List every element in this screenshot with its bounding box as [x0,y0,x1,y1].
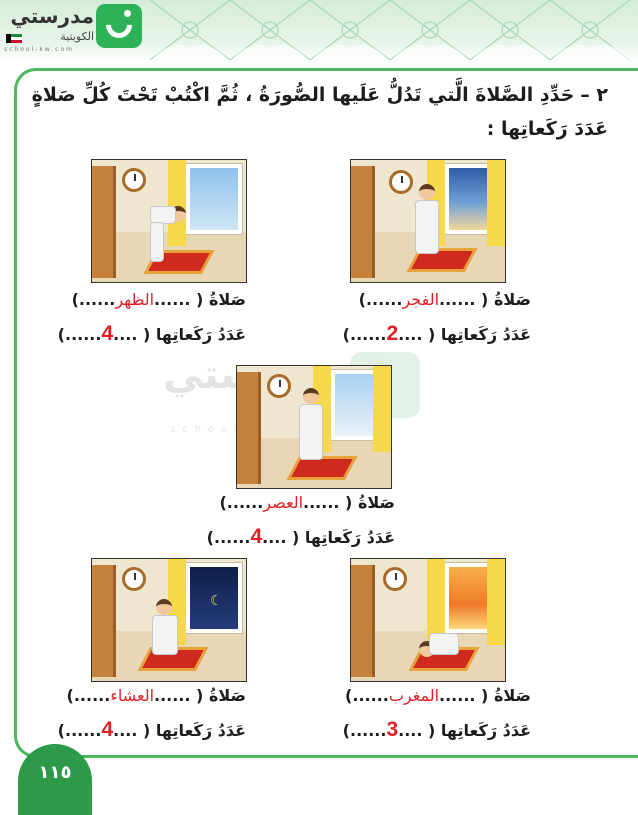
clock-icon [122,168,146,192]
answer-rakahs-isha[interactable]: 4 [101,718,114,741]
label-isha-prayer: صَلاةُ ( ......العشاء......) [66,686,246,705]
rakah-word: عَدَدُ رَكَعاتِها [440,721,531,740]
rakah-word: عَدَدُ رَكَعاتِها [440,325,531,344]
logo-url: school-kw.com [4,46,74,53]
label-maghrib-prayer: صَلاةُ ( ......المغرب......) [345,686,531,705]
logo-smile-icon [96,4,142,48]
picture-asr [236,365,392,489]
prayer-word: صَلاةُ [208,686,246,705]
label-dhuhr-rakahs: عَدَدُ رَكَعاتِها ( ....4......) [57,322,246,345]
window-night [186,563,242,633]
picture-fajr [350,159,506,283]
answer-rakahs-dhuhr[interactable]: 4 [101,322,114,345]
prayer-word: صَلاةُ [208,290,246,309]
site-logo[interactable] [4,2,144,58]
rakah-word: عَدَدُ رَكَعاتِها [304,528,395,547]
prayer-word: صَلاةُ [493,686,531,705]
label-asr-rakahs: عَدَدُ رَكَعاتِها ( ....4......) [206,525,395,548]
rakah-word: عَدَدُ رَكَعاتِها [155,325,246,344]
picture-maghrib [350,558,506,682]
prayer-word: صَلاةُ [493,290,531,309]
label-asr-prayer: صَلاةُ ( ......العصر......) [219,493,395,512]
kuwait-flag-icon [6,34,22,43]
question-line-1 [28,78,608,112]
answer-rakahs-maghrib[interactable]: 3 [386,718,399,741]
clock-icon [383,567,407,591]
answer-prayer-isha[interactable]: العشاء [110,686,155,705]
answer-prayer-dhuhr[interactable]: الظهر [115,290,155,309]
question-line-2: عَدَدَ رَكَعاتِها : [486,118,608,140]
answer-prayer-fajr[interactable]: الفجر [402,290,440,309]
logo-country: الكويتية [60,30,94,43]
label-isha-rakahs: عَدَدُ رَكَعاتِها ( ....4......) [57,718,246,741]
picture-isha [91,558,247,682]
label-dhuhr-prayer: صَلاةُ ( ......الظهر......) [71,290,246,309]
question-line-1-text: حَدِّدِ الصَّلاةَ الَّتي تَدُلُّ عَلَيها الصُّورَةُ ، ثُمَّ اكْتُبْ تَحْتَ كُلِّ صَلاةٍ [31,84,575,106]
watermark-url: school-kw [170,424,283,435]
answer-prayer-maghrib[interactable]: المغرب [388,686,440,705]
clock-icon [122,567,146,591]
logo-name: مدرستي [10,4,94,28]
page-number: ١١٥ [38,762,72,783]
clock-icon [389,170,413,194]
question-text [28,78,608,146]
clock-icon [267,374,291,398]
label-maghrib-rakahs: عَدَدُ رَكَعاتِها ( ....3......) [342,718,531,741]
label-fajr-rakahs: عَدَدُ رَكَعاتِها ( ....2......) [342,322,531,345]
answer-rakahs-asr[interactable]: 4 [250,525,263,548]
window-noon [186,164,242,234]
rakah-word: عَدَدُ رَكَعاتِها [155,721,246,740]
label-fajr-prayer: صَلاةُ ( ......الفجر......) [358,290,531,309]
answer-rakahs-fajr[interactable]: 2 [386,322,399,345]
prayer-word: صَلاةُ [357,493,395,512]
question-number: ٢ – [580,84,608,106]
answer-prayer-asr[interactable]: العصر [263,493,304,512]
picture-dhuhr [91,159,247,283]
moon-icon: ☾ [210,593,223,609]
